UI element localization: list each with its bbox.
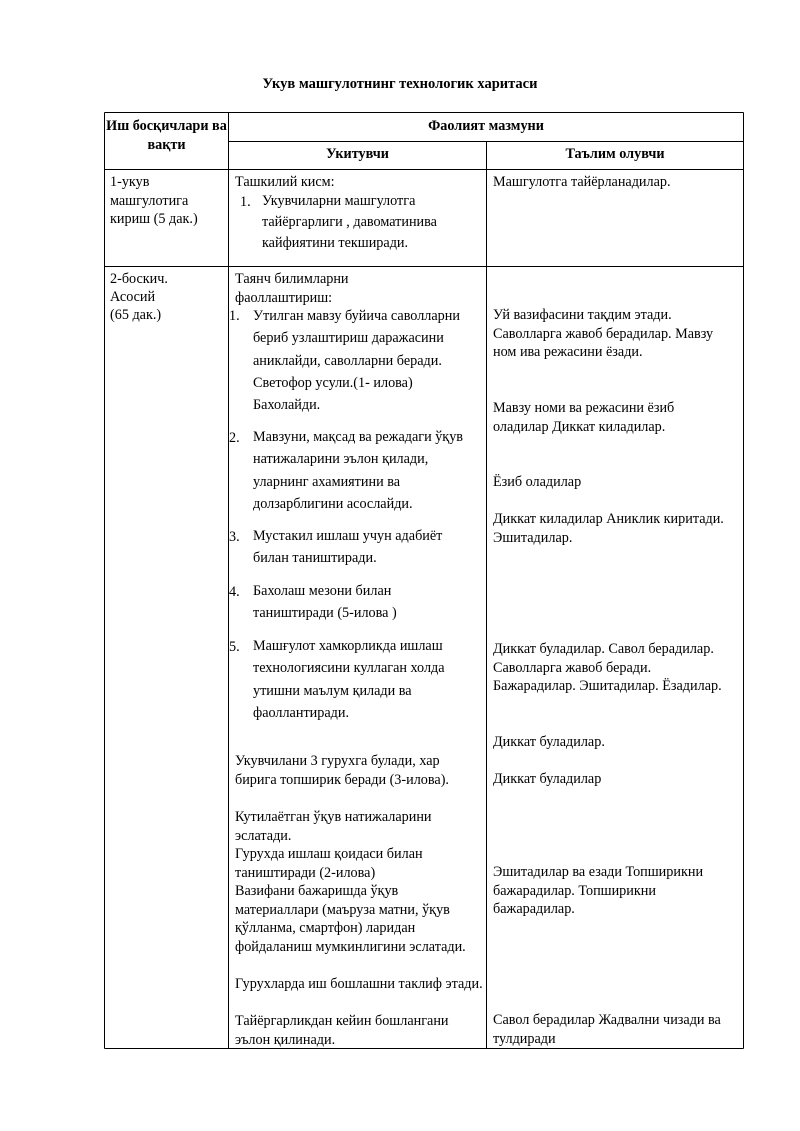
row2-student-block: Эшитадилар ва езади Топширикни бажарадилар. Топширикни бажарадилар. <box>493 864 704 918</box>
row2-item-number: 5. <box>229 639 240 655</box>
row2-teacher-note: Гурухларда иш бошлашни таклиф этади. <box>235 976 483 992</box>
row2-student-block: Диккат киладилар Аниклик киритади. Эшитадилар. <box>493 511 724 546</box>
row2-teacher-intro: Таянч билимларни фаоллаштириш: <box>235 271 349 306</box>
row2-student-block: Диккат буладилар. <box>493 734 605 750</box>
row2-teacher-item: Мавзуни, мақсад ва режадаги ўқув натижаларини эълон қилади, уларнинг ахамиятини ва долзарблигини асослайди. <box>253 429 463 512</box>
row2-teacher-item: Машғулот хамкорликда ишлаш технологиясини куллаган холда утишни маълум қилади ва фаоллантиради. <box>253 638 445 721</box>
row2-stage-line: Асосий <box>110 289 156 305</box>
row2-item-number: 3. <box>229 529 240 545</box>
row2-teacher-note: Тайёргарликдан кейин бошлангани эълон қилинади. <box>235 1013 449 1048</box>
row2-student-block: Мавзу номи ва режасини ёзиб оладилар Диккат киладилар. <box>493 400 675 435</box>
header-content: Фаолият мазмуни <box>428 118 544 134</box>
row1-student: Машгулотга тайёрланадилар. <box>493 174 671 190</box>
row2-teacher-note: Вазифани бажаришда ўқув материаллари (маъруза матни, ўқув қўлланма, смартфон) ларидан фойдаланиш мумкинлигини эслатади. <box>235 883 466 955</box>
header-stage: Иш босқичлари ва вақти <box>106 118 227 153</box>
row2-student-block: Уй вазифасини тақдим этади. Саволларга жавоб берадилар. Мавзу ном ива режасини ёзади. <box>493 307 714 361</box>
row2-student-block: Диккат буладилар. Савол берадилар. Саволларга жавоб беради. Бажарадилар. Эшитадилар. Ёзадилар. <box>493 641 722 695</box>
row2-stage-line: 2-боскич. <box>110 271 168 287</box>
row2-student-block: Савол берадилар Жадвални чизади ва тулдиради <box>493 1012 721 1047</box>
page-title: Укув машгулотнинг технологик харитаси <box>262 76 538 92</box>
header-teacher: Укитувчи <box>326 146 389 162</box>
row2-stage-line: (65 дак.) <box>110 307 162 323</box>
row2-teacher-item: Утилган мавзу буйича саволларни бериб узлаштириш даражасини аниклайди, саволларни беради. Светофор усули.(1- илова) Бахолайди. <box>253 308 460 414</box>
row2-teacher-note: Укувчилани 3 гурухга булади, хар бирига топширик беради (3-илова). <box>235 753 449 788</box>
row1-teacher-item: Укувчиларни машгулотга тайёргарлиги , давоматинива кайфиятини текширади. <box>262 193 437 251</box>
header-student: Таълим олувчи <box>565 146 665 162</box>
row2-item-number: 2. <box>229 430 240 446</box>
row2-teacher-item: Бахолаш мезони билан таништиради (5-илова ) <box>253 583 397 622</box>
row2-student-block: Диккат буладилар <box>493 771 602 787</box>
row2-item-number: 1. <box>229 308 240 324</box>
row2-teacher-note: Гурухда ишлаш қоидаси билан таништиради (2-илова) <box>235 846 423 881</box>
row1-teacher-intro: Ташкилий кисм: <box>235 174 335 190</box>
row1-item-number: 1. <box>240 194 251 210</box>
row2-teacher-note: Кутилаётган ўқув натижаларини эслатади. <box>235 809 432 844</box>
row2-student-block: Ёзиб оладилар <box>493 474 582 490</box>
row2-teacher-item: Мустакил ишлаш учун адабиёт билан таништиради. <box>253 528 443 567</box>
row1-stage: 1-укув машгулотига кириш (5 дак.) <box>110 174 198 228</box>
row2-item-number: 4. <box>229 584 240 600</box>
